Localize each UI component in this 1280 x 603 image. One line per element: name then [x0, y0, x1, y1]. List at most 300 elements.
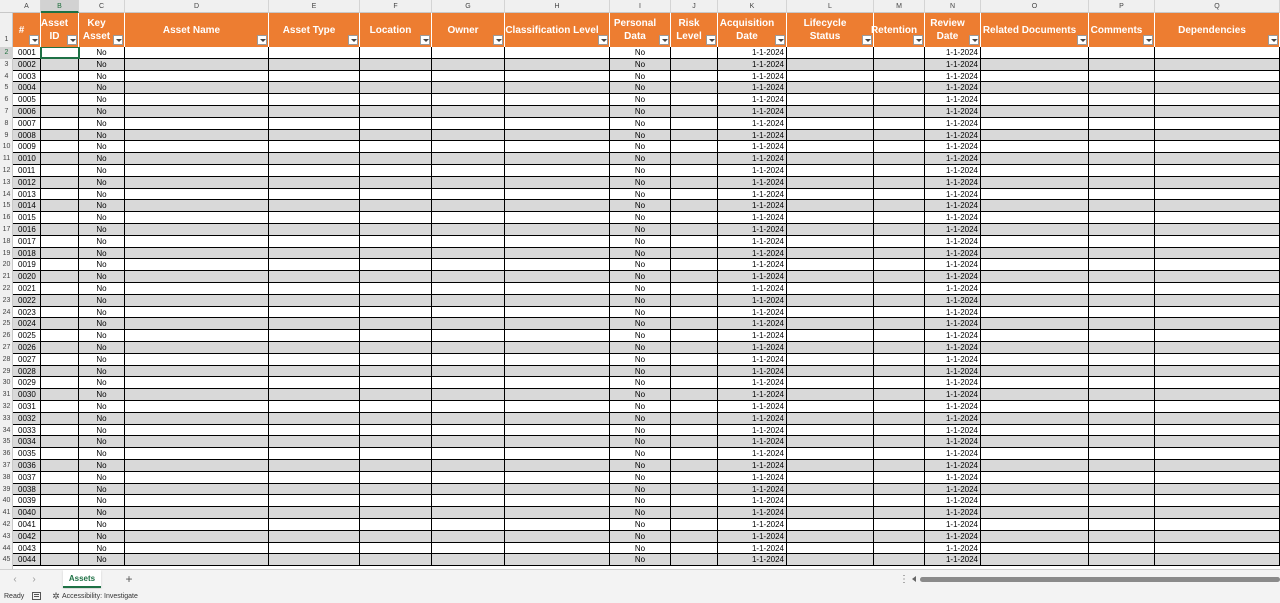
- cell-review-date[interactable]: 1-1-2024: [925, 71, 981, 82]
- cell-risk-level[interactable]: [671, 495, 718, 506]
- cell-num[interactable]: 0040: [13, 507, 41, 518]
- cell-lifecycle-status[interactable]: [787, 106, 874, 117]
- cell-retention[interactable]: [874, 200, 925, 211]
- cell-review-date[interactable]: 1-1-2024: [925, 460, 981, 471]
- cell-asset-name[interactable]: [125, 212, 269, 223]
- cell-asset-type[interactable]: [269, 224, 360, 235]
- cell-asset-id[interactable]: [41, 495, 79, 506]
- cell-classification[interactable]: [505, 248, 610, 259]
- cell-asset-name[interactable]: [125, 519, 269, 530]
- cell-location[interactable]: [360, 519, 432, 530]
- cell-risk-level[interactable]: [671, 425, 718, 436]
- row-number-30[interactable]: 30: [2, 379, 11, 387]
- cell-num[interactable]: 0022: [13, 295, 41, 306]
- cell-dependencies[interactable]: [1155, 153, 1280, 164]
- cell-related-documents[interactable]: [981, 436, 1089, 447]
- cell-personal-data[interactable]: No: [610, 165, 671, 176]
- cell-related-documents[interactable]: [981, 484, 1089, 495]
- cell-asset-type[interactable]: [269, 436, 360, 447]
- cell-location[interactable]: [360, 283, 432, 294]
- cell-related-documents[interactable]: [981, 248, 1089, 259]
- cell-comments[interactable]: [1089, 484, 1155, 495]
- cell-num[interactable]: 0016: [13, 224, 41, 235]
- cell-num[interactable]: 0015: [13, 212, 41, 223]
- cell-asset-name[interactable]: [125, 543, 269, 554]
- cell-risk-level[interactable]: [671, 165, 718, 176]
- cell-retention[interactable]: [874, 224, 925, 235]
- cell-owner[interactable]: [432, 141, 505, 152]
- cell-location[interactable]: [360, 118, 432, 129]
- cell-personal-data[interactable]: No: [610, 507, 671, 518]
- next-sheet-icon[interactable]: ›: [32, 574, 36, 585]
- cell-owner[interactable]: [432, 153, 505, 164]
- cell-key-asset[interactable]: No: [79, 130, 125, 141]
- cell-comments[interactable]: [1089, 342, 1155, 353]
- cell-asset-type[interactable]: [269, 366, 360, 377]
- cell-dependencies[interactable]: [1155, 460, 1280, 471]
- cell-comments[interactable]: [1089, 248, 1155, 259]
- cell-num[interactable]: 0035: [13, 448, 41, 459]
- cell-risk-level[interactable]: [671, 519, 718, 530]
- cell-asset-type[interactable]: [269, 507, 360, 518]
- cell-lifecycle-status[interactable]: [787, 554, 874, 565]
- cell-num[interactable]: 0006: [13, 106, 41, 117]
- cell-asset-type[interactable]: [269, 141, 360, 152]
- cell-asset-id[interactable]: [41, 554, 79, 565]
- cell-classification[interactable]: [505, 106, 610, 117]
- cell-key-asset[interactable]: No: [79, 460, 125, 471]
- cell-acquisition-date[interactable]: 1-1-2024: [718, 212, 787, 223]
- row-number-21[interactable]: 21: [2, 273, 11, 281]
- cell-location[interactable]: [360, 153, 432, 164]
- cell-num[interactable]: 0038: [13, 484, 41, 495]
- cell-classification[interactable]: [505, 377, 610, 388]
- cell-acquisition-date[interactable]: 1-1-2024: [718, 236, 787, 247]
- cell-lifecycle-status[interactable]: [787, 224, 874, 235]
- cell-asset-type[interactable]: [269, 200, 360, 211]
- cell-acquisition-date[interactable]: 1-1-2024: [718, 519, 787, 530]
- cell-personal-data[interactable]: No: [610, 71, 671, 82]
- cell-asset-type[interactable]: [269, 212, 360, 223]
- cell-comments[interactable]: [1089, 401, 1155, 412]
- cell-review-date[interactable]: 1-1-2024: [925, 425, 981, 436]
- cell-key-asset[interactable]: No: [79, 531, 125, 542]
- cell-acquisition-date[interactable]: 1-1-2024: [718, 425, 787, 436]
- cell-related-documents[interactable]: [981, 153, 1089, 164]
- cell-owner[interactable]: [432, 82, 505, 93]
- cell-key-asset[interactable]: No: [79, 259, 125, 270]
- cell-key-asset[interactable]: No: [79, 248, 125, 259]
- cell-acquisition-date[interactable]: 1-1-2024: [718, 106, 787, 117]
- cell-num[interactable]: 0031: [13, 401, 41, 412]
- cell-acquisition-date[interactable]: 1-1-2024: [718, 460, 787, 471]
- cell-key-asset[interactable]: No: [79, 318, 125, 329]
- cell-asset-type[interactable]: [269, 531, 360, 542]
- cell-num[interactable]: 0005: [13, 94, 41, 105]
- cell-lifecycle-status[interactable]: [787, 389, 874, 400]
- cell-acquisition-date[interactable]: 1-1-2024: [718, 448, 787, 459]
- cell-retention[interactable]: [874, 165, 925, 176]
- cell-owner[interactable]: [432, 436, 505, 447]
- cell-asset-type[interactable]: [269, 342, 360, 353]
- cell-review-date[interactable]: 1-1-2024: [925, 153, 981, 164]
- cell-risk-level[interactable]: [671, 189, 718, 200]
- cell-comments[interactable]: [1089, 177, 1155, 188]
- cell-retention[interactable]: [874, 295, 925, 306]
- cell-acquisition-date[interactable]: 1-1-2024: [718, 495, 787, 506]
- cell-key-asset[interactable]: No: [79, 200, 125, 211]
- cell-comments[interactable]: [1089, 295, 1155, 306]
- filter-dropdown-icon[interactable]: [775, 35, 785, 45]
- cell-location[interactable]: [360, 377, 432, 388]
- cell-lifecycle-status[interactable]: [787, 71, 874, 82]
- cell-dependencies[interactable]: [1155, 59, 1280, 70]
- cell-review-date[interactable]: 1-1-2024: [925, 401, 981, 412]
- cell-num[interactable]: 0030: [13, 389, 41, 400]
- cell-asset-name[interactable]: [125, 554, 269, 565]
- cell-dependencies[interactable]: [1155, 554, 1280, 565]
- cell-risk-level[interactable]: [671, 224, 718, 235]
- cell-asset-id[interactable]: [41, 413, 79, 424]
- cell-owner[interactable]: [432, 165, 505, 176]
- cell-asset-id[interactable]: [41, 141, 79, 152]
- cell-owner[interactable]: [432, 484, 505, 495]
- cell-location[interactable]: [360, 318, 432, 329]
- row-number-3[interactable]: 3: [4, 60, 9, 68]
- row-number-44[interactable]: 44: [2, 544, 11, 552]
- cell-lifecycle-status[interactable]: [787, 460, 874, 471]
- cell-location[interactable]: [360, 448, 432, 459]
- cell-comments[interactable]: [1089, 543, 1155, 554]
- row-number-43[interactable]: 43: [2, 532, 11, 540]
- cell-comments[interactable]: [1089, 554, 1155, 565]
- cell-lifecycle-status[interactable]: [787, 177, 874, 188]
- cell-review-date[interactable]: 1-1-2024: [925, 248, 981, 259]
- cell-asset-id[interactable]: [41, 295, 79, 306]
- cell-location[interactable]: [360, 425, 432, 436]
- cell-personal-data[interactable]: No: [610, 460, 671, 471]
- cell-comments[interactable]: [1089, 47, 1155, 58]
- cell-asset-id[interactable]: [41, 318, 79, 329]
- cell-asset-id[interactable]: [41, 448, 79, 459]
- cell-related-documents[interactable]: [981, 271, 1089, 282]
- cell-num[interactable]: 0042: [13, 531, 41, 542]
- cell-comments[interactable]: [1089, 200, 1155, 211]
- cell-num[interactable]: 0043: [13, 543, 41, 554]
- cell-owner[interactable]: [432, 460, 505, 471]
- cell-owner[interactable]: [432, 554, 505, 565]
- cell-key-asset[interactable]: No: [79, 283, 125, 294]
- cell-dependencies[interactable]: [1155, 47, 1280, 58]
- cell-comments[interactable]: [1089, 130, 1155, 141]
- cell-owner[interactable]: [432, 295, 505, 306]
- cell-comments[interactable]: [1089, 189, 1155, 200]
- column-header-k[interactable]: K: [718, 0, 787, 13]
- cell-dependencies[interactable]: [1155, 307, 1280, 318]
- cell-asset-id[interactable]: [41, 342, 79, 353]
- cell-dependencies[interactable]: [1155, 436, 1280, 447]
- cell-owner[interactable]: [432, 106, 505, 117]
- cell-classification[interactable]: [505, 71, 610, 82]
- cell-classification[interactable]: [505, 531, 610, 542]
- cell-owner[interactable]: [432, 200, 505, 211]
- cell-review-date[interactable]: 1-1-2024: [925, 283, 981, 294]
- cell-dependencies[interactable]: [1155, 366, 1280, 377]
- cell-asset-id[interactable]: [41, 47, 79, 58]
- cell-classification[interactable]: [505, 224, 610, 235]
- cell-dependencies[interactable]: [1155, 318, 1280, 329]
- cell-num[interactable]: 0033: [13, 425, 41, 436]
- cell-dependencies[interactable]: [1155, 295, 1280, 306]
- cell-review-date[interactable]: 1-1-2024: [925, 271, 981, 282]
- horizontal-scrollbar[interactable]: [920, 577, 1280, 582]
- cell-num[interactable]: 0013: [13, 189, 41, 200]
- cell-asset-name[interactable]: [125, 460, 269, 471]
- filter-dropdown-icon[interactable]: [257, 35, 267, 45]
- cell-risk-level[interactable]: [671, 248, 718, 259]
- cell-location[interactable]: [360, 484, 432, 495]
- cell-lifecycle-status[interactable]: [787, 259, 874, 270]
- cell-review-date[interactable]: 1-1-2024: [925, 389, 981, 400]
- cell-num[interactable]: 0041: [13, 519, 41, 530]
- cell-key-asset[interactable]: No: [79, 141, 125, 152]
- cell-related-documents[interactable]: [981, 295, 1089, 306]
- row-number-25[interactable]: 25: [2, 320, 11, 328]
- cell-risk-level[interactable]: [671, 212, 718, 223]
- cell-risk-level[interactable]: [671, 366, 718, 377]
- cell-lifecycle-status[interactable]: [787, 47, 874, 58]
- cell-retention[interactable]: [874, 318, 925, 329]
- cell-owner[interactable]: [432, 366, 505, 377]
- cell-retention[interactable]: [874, 401, 925, 412]
- cell-personal-data[interactable]: No: [610, 495, 671, 506]
- cell-asset-id[interactable]: [41, 153, 79, 164]
- cell-asset-id[interactable]: [41, 366, 79, 377]
- row-number-33[interactable]: 33: [2, 414, 11, 422]
- row-number-9[interactable]: 9: [4, 131, 9, 139]
- cell-asset-type[interactable]: [269, 295, 360, 306]
- cell-personal-data[interactable]: No: [610, 354, 671, 365]
- cell-acquisition-date[interactable]: 1-1-2024: [718, 177, 787, 188]
- cell-asset-id[interactable]: [41, 460, 79, 471]
- cell-classification[interactable]: [505, 82, 610, 93]
- cell-key-asset[interactable]: No: [79, 71, 125, 82]
- cell-num[interactable]: 0044: [13, 554, 41, 565]
- cell-personal-data[interactable]: No: [610, 141, 671, 152]
- cell-related-documents[interactable]: [981, 460, 1089, 471]
- cell-retention[interactable]: [874, 212, 925, 223]
- cell-owner[interactable]: [432, 212, 505, 223]
- cell-related-documents[interactable]: [981, 531, 1089, 542]
- cell-location[interactable]: [360, 389, 432, 400]
- cell-comments[interactable]: [1089, 59, 1155, 70]
- cell-risk-level[interactable]: [671, 47, 718, 58]
- cell-related-documents[interactable]: [981, 495, 1089, 506]
- cell-acquisition-date[interactable]: 1-1-2024: [718, 224, 787, 235]
- cell-key-asset[interactable]: No: [79, 330, 125, 341]
- cell-lifecycle-status[interactable]: [787, 366, 874, 377]
- cell-review-date[interactable]: 1-1-2024: [925, 200, 981, 211]
- cell-review-date[interactable]: 1-1-2024: [925, 177, 981, 188]
- cell-comments[interactable]: [1089, 71, 1155, 82]
- cell-lifecycle-status[interactable]: [787, 330, 874, 341]
- cell-retention[interactable]: [874, 71, 925, 82]
- cell-retention[interactable]: [874, 118, 925, 129]
- cell-risk-level[interactable]: [671, 543, 718, 554]
- cell-risk-level[interactable]: [671, 106, 718, 117]
- cell-risk-level[interactable]: [671, 472, 718, 483]
- cell-risk-level[interactable]: [671, 484, 718, 495]
- cell-personal-data[interactable]: No: [610, 259, 671, 270]
- cell-related-documents[interactable]: [981, 94, 1089, 105]
- cell-comments[interactable]: [1089, 460, 1155, 471]
- cell-personal-data[interactable]: No: [610, 271, 671, 282]
- cell-risk-level[interactable]: [671, 71, 718, 82]
- cell-classification[interactable]: [505, 543, 610, 554]
- cell-risk-level[interactable]: [671, 354, 718, 365]
- row-number-23[interactable]: 23: [2, 296, 11, 304]
- cell-num[interactable]: 0008: [13, 130, 41, 141]
- cell-comments[interactable]: [1089, 106, 1155, 117]
- cell-risk-level[interactable]: [671, 271, 718, 282]
- tab-options-icon[interactable]: ⋮: [899, 574, 909, 585]
- cell-comments[interactable]: [1089, 354, 1155, 365]
- cell-related-documents[interactable]: [981, 366, 1089, 377]
- cell-personal-data[interactable]: No: [610, 47, 671, 58]
- cell-related-documents[interactable]: [981, 519, 1089, 530]
- cell-asset-id[interactable]: [41, 130, 79, 141]
- cell-acquisition-date[interactable]: 1-1-2024: [718, 354, 787, 365]
- cell-key-asset[interactable]: No: [79, 212, 125, 223]
- cell-num[interactable]: 0018: [13, 248, 41, 259]
- cell-risk-level[interactable]: [671, 236, 718, 247]
- cell-location[interactable]: [360, 165, 432, 176]
- cell-dependencies[interactable]: [1155, 342, 1280, 353]
- cell-classification[interactable]: [505, 425, 610, 436]
- column-header-n[interactable]: N: [925, 0, 981, 13]
- cell-personal-data[interactable]: No: [610, 130, 671, 141]
- cell-asset-type[interactable]: [269, 543, 360, 554]
- cell-asset-name[interactable]: [125, 71, 269, 82]
- cell-num[interactable]: 0014: [13, 200, 41, 211]
- cell-related-documents[interactable]: [981, 377, 1089, 388]
- cell-key-asset[interactable]: No: [79, 519, 125, 530]
- cell-comments[interactable]: [1089, 82, 1155, 93]
- cell-key-asset[interactable]: No: [79, 543, 125, 554]
- cell-comments[interactable]: [1089, 366, 1155, 377]
- cell-asset-name[interactable]: [125, 106, 269, 117]
- cell-location[interactable]: [360, 295, 432, 306]
- cell-lifecycle-status[interactable]: [787, 271, 874, 282]
- cell-owner[interactable]: [432, 224, 505, 235]
- cell-num[interactable]: 0009: [13, 141, 41, 152]
- cell-classification[interactable]: [505, 342, 610, 353]
- cell-num[interactable]: 0004: [13, 82, 41, 93]
- cell-key-asset[interactable]: No: [79, 413, 125, 424]
- cell-acquisition-date[interactable]: 1-1-2024: [718, 436, 787, 447]
- cell-review-date[interactable]: 1-1-2024: [925, 366, 981, 377]
- cell-asset-name[interactable]: [125, 401, 269, 412]
- cell-num[interactable]: 0029: [13, 377, 41, 388]
- cell-key-asset[interactable]: No: [79, 448, 125, 459]
- cell-key-asset[interactable]: No: [79, 82, 125, 93]
- cell-retention[interactable]: [874, 283, 925, 294]
- cell-personal-data[interactable]: No: [610, 59, 671, 70]
- cell-retention[interactable]: [874, 413, 925, 424]
- row-number-26[interactable]: 26: [2, 332, 11, 340]
- cell-related-documents[interactable]: [981, 448, 1089, 459]
- cell-classification[interactable]: [505, 47, 610, 58]
- cell-comments[interactable]: [1089, 212, 1155, 223]
- cell-dependencies[interactable]: [1155, 71, 1280, 82]
- cell-review-date[interactable]: 1-1-2024: [925, 543, 981, 554]
- column-header-i[interactable]: I: [610, 0, 671, 13]
- cell-lifecycle-status[interactable]: [787, 401, 874, 412]
- cell-related-documents[interactable]: [981, 554, 1089, 565]
- cell-classification[interactable]: [505, 295, 610, 306]
- cell-lifecycle-status[interactable]: [787, 519, 874, 530]
- cell-acquisition-date[interactable]: 1-1-2024: [718, 307, 787, 318]
- cell-asset-type[interactable]: [269, 248, 360, 259]
- cell-location[interactable]: [360, 177, 432, 188]
- cell-asset-type[interactable]: [269, 118, 360, 129]
- cell-asset-id[interactable]: [41, 307, 79, 318]
- cell-key-asset[interactable]: No: [79, 295, 125, 306]
- cell-comments[interactable]: [1089, 165, 1155, 176]
- cell-personal-data[interactable]: No: [610, 413, 671, 424]
- cell-dependencies[interactable]: [1155, 248, 1280, 259]
- cell-asset-id[interactable]: [41, 71, 79, 82]
- cell-review-date[interactable]: 1-1-2024: [925, 94, 981, 105]
- cell-owner[interactable]: [432, 236, 505, 247]
- row-number-5[interactable]: 5: [4, 84, 9, 92]
- cell-lifecycle-status[interactable]: [787, 425, 874, 436]
- cell-classification[interactable]: [505, 141, 610, 152]
- cell-acquisition-date[interactable]: 1-1-2024: [718, 366, 787, 377]
- cell-key-asset[interactable]: No: [79, 389, 125, 400]
- cell-related-documents[interactable]: [981, 389, 1089, 400]
- cell-location[interactable]: [360, 236, 432, 247]
- cell-asset-type[interactable]: [269, 236, 360, 247]
- cell-asset-id[interactable]: [41, 484, 79, 495]
- cell-comments[interactable]: [1089, 472, 1155, 483]
- cell-related-documents[interactable]: [981, 177, 1089, 188]
- cell-num[interactable]: 0017: [13, 236, 41, 247]
- row-number-2[interactable]: 2: [0, 47, 13, 59]
- cell-owner[interactable]: [432, 389, 505, 400]
- cell-classification[interactable]: [505, 436, 610, 447]
- cell-asset-type[interactable]: [269, 106, 360, 117]
- cell-key-asset[interactable]: No: [79, 118, 125, 129]
- cell-owner[interactable]: [432, 283, 505, 294]
- cell-lifecycle-status[interactable]: [787, 248, 874, 259]
- cell-lifecycle-status[interactable]: [787, 531, 874, 542]
- cell-location[interactable]: [360, 330, 432, 341]
- cell-location[interactable]: [360, 259, 432, 270]
- cell-personal-data[interactable]: No: [610, 248, 671, 259]
- cell-personal-data[interactable]: No: [610, 118, 671, 129]
- cell-review-date[interactable]: 1-1-2024: [925, 118, 981, 129]
- cell-location[interactable]: [360, 460, 432, 471]
- cell-acquisition-date[interactable]: 1-1-2024: [718, 330, 787, 341]
- cell-lifecycle-status[interactable]: [787, 507, 874, 518]
- cell-asset-id[interactable]: [41, 330, 79, 341]
- cell-related-documents[interactable]: [981, 224, 1089, 235]
- cell-acquisition-date[interactable]: 1-1-2024: [718, 165, 787, 176]
- cell-lifecycle-status[interactable]: [787, 94, 874, 105]
- cell-asset-type[interactable]: [269, 554, 360, 565]
- cell-asset-name[interactable]: [125, 141, 269, 152]
